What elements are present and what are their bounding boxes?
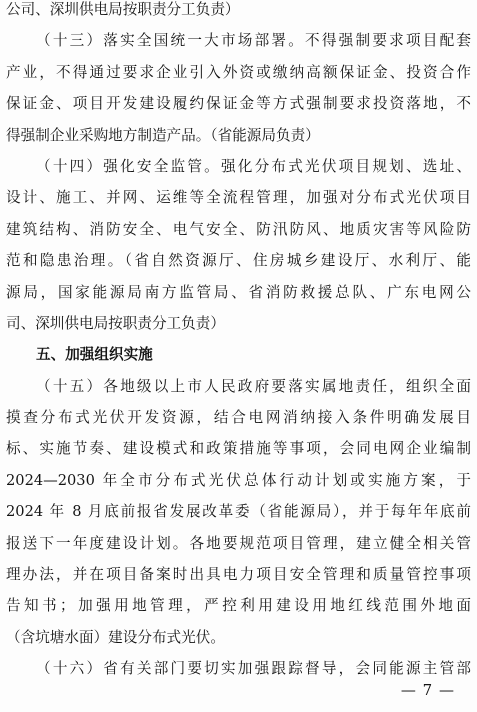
- section-heading: 五、加强组织实施: [36, 346, 153, 364]
- text-line-19: 理办法，并在项目备案时出具电力项目安全管理和质量管控事项: [6, 566, 471, 584]
- text-line-16: 2024—2030 年全市分布式光伏总体行动计划或实施方案，于: [6, 471, 471, 489]
- text-line-13: （十五）各地级以上市人民政府要落实属地责任，组织全面: [36, 377, 471, 395]
- text-line-3: 产业，不得通过要求企业引入外资或缴纳高额保证金、投资合作: [6, 63, 471, 81]
- text-line-4: 保证金、项目开发建设履约保证金等方式强制要求投资落地，不: [6, 95, 471, 113]
- text-line-18: 报送下一年度建设计划。各地要规范项目管理，建立健全相关管: [6, 534, 471, 552]
- text-line-9: 范和隐患治理。（省自然资源厅、住房城乡建设厅、水利厅、能: [6, 252, 471, 270]
- text-line-2: （十三）落实全国统一大市场部署。不得强制要求项目配套: [36, 32, 471, 50]
- text-line-14: 摸查分布式光伏开发资源，结合电网消纳接入条件明确发展目: [6, 409, 471, 427]
- text-line-15: 标、实施节奏、建设模式和政策措施等事项，会同电网企业编制: [6, 440, 471, 458]
- text-line-7: 设计、施工、并网、运维等全流程管理，加强对分布式光伏项目: [6, 189, 471, 207]
- text-line-8: 建筑结构、消防安全、电气安全、防汛防风、地质灾害等风险防: [6, 220, 471, 238]
- text-line-10: 源局，国家能源局南方监管局、省消防救援总队、广东电网公: [6, 283, 471, 301]
- text-line-5: 得强制企业采购地方制造产品。（省能源局负责）: [6, 126, 320, 144]
- text-line-11: 司、深圳供电局按职责分工负责）: [6, 314, 225, 332]
- text-line-1: 公司、深圳供电局按职责分工负责）: [6, 1, 240, 18]
- text-line-22: （十六）省有关部门要切实加强跟踪督导，会同能源主管部: [36, 660, 471, 678]
- document-body: [6, 0, 471, 685]
- text-line-17: 2024 年 8 月底前报省发展改革委（省能源局），并于每年年底前: [6, 503, 471, 521]
- text-line-20: 告知书；加强用地管理，严控利用建设用地红线范围外地面: [6, 597, 471, 615]
- text-line-6: （十四）强化安全监管。强化分布式光伏项目规划、选址、: [36, 157, 471, 175]
- text-line-21: （含坑塘水面）建设分布式光伏。: [6, 628, 225, 646]
- page-number: — 7 —: [400, 681, 455, 699]
